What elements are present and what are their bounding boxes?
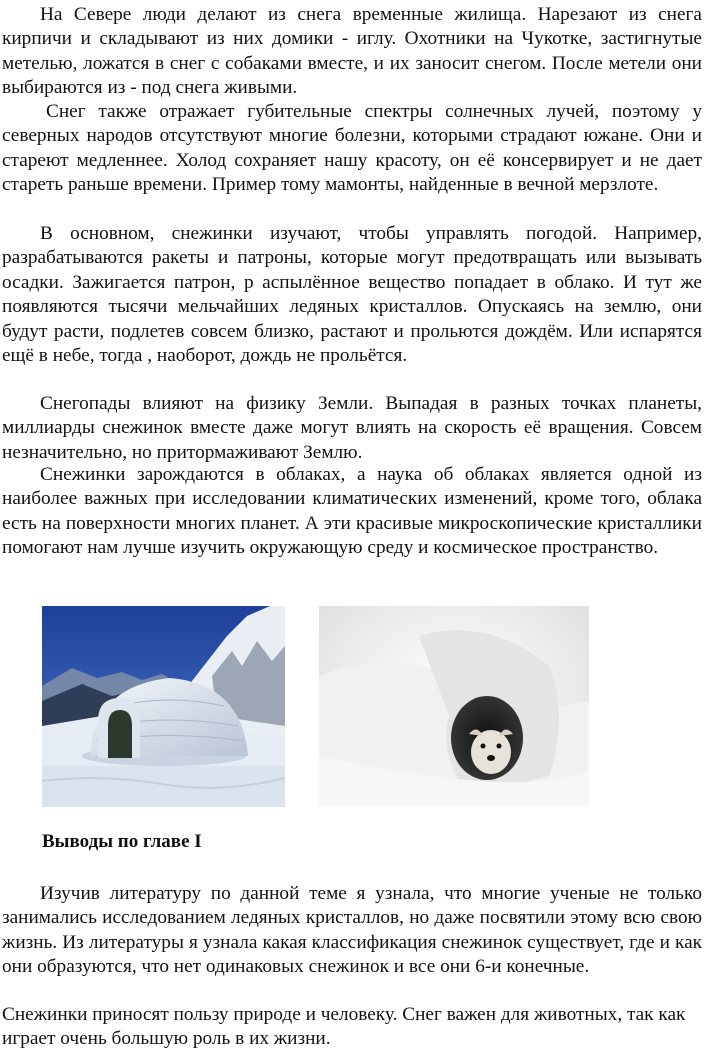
paragraph-clouds: Снежинки зарождаются в облаках, а наука об облаках является одной из наиболее важных при исследовании климатических изменений, кроме того, облака есть на поверхности многих планет. А эти красивые микроскопические кристаллики помогают нам лучше изучить окружающую среду и космическое пространство. bbox=[2, 464, 702, 559]
paragraph-weather-control: В основном, снежинки изучают, чтобы управлять погодой. Например, разрабатываются ракеты и патроны, которые могут предотвращать или вызывать осадки. Зажигается патрон, р аспылённое вещество попадает в облако. И тут же появляются тысячи мельчайших ледяных кристаллов. Опускаясь на землю, они будут расти, подлетев совсем близко, растают и прольются дождём. Или испарятся ещё в небе, тогда , наоборот, дождь не прольётся. bbox=[2, 223, 702, 367]
paragraph-sun-spectra: Снег также отражает губительные спектры солнечных лучей, поэтому у северных народов отсутствуют многие болезни, которыми страдают южане. Они и стареют медленнее. Холод сохраняет нашу красоту, он её консервирует и не дает стареть раньше времени. Пример тому мамонты, найденные в вечной мерзлоте. bbox=[2, 101, 702, 196]
paragraph-igloo: На Севере люди делают из снега временные жилища. Нарезают из снега кирпичи и складывают из них домики - иглу. Охотники на Чукотке, застигнутые метелью, ложатся в снег с собаками вместе, и их заносит снегом. После метели они выбираются из - под снега живыми. bbox=[2, 4, 702, 99]
dog-in-snow-photo bbox=[319, 606, 589, 807]
paragraph-snow-benefit: Снежинки приносят пользу природе и человеку. Снег важен для животных, так как играет очень большую роль в их жизни. bbox=[2, 1004, 686, 1050]
igloo-photo bbox=[42, 606, 285, 807]
section-heading: Выводы по главе I bbox=[42, 831, 202, 852]
paragraph-earth-rotation: Снегопады влияют на физику Земли. Выпадая в разных точках планеты, миллиарды снежинок вместе даже могут влиять на скорость её вращения. Совсем незначительно, но притормаживают Землю. bbox=[2, 393, 702, 463]
paragraph-conclusion: Изучив литературу по данной теме я узнала, что многие ученые не только занимались исследованием ледяных кристаллов, но даже посвятили этому всю свою жизнь. Из литературы я узнала какая классификация снежинок существует, где и как они образуются, что нет одинаковых снежинок и все они 6-и конечные. bbox=[2, 883, 702, 978]
